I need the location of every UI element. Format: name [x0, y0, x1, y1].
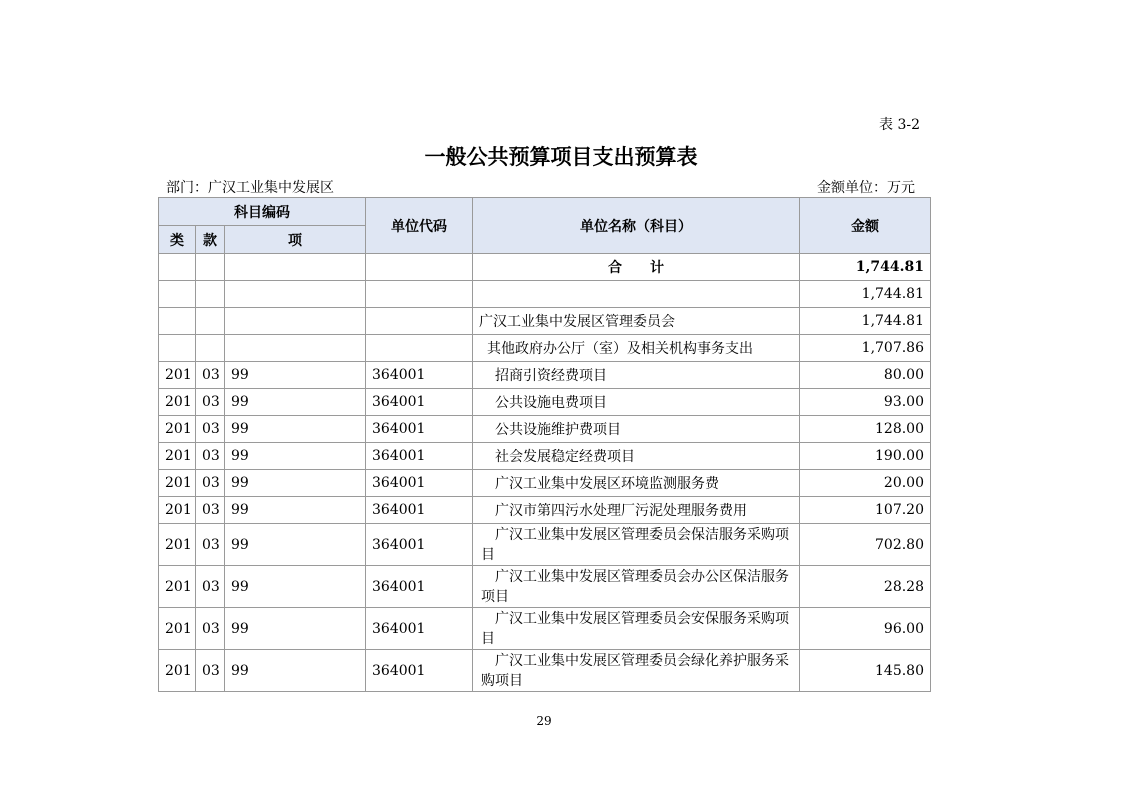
- cell-section: 03: [196, 608, 225, 650]
- cell-section: 03: [196, 362, 225, 389]
- cell-unit-name: 公共设施维护费项目: [473, 416, 800, 443]
- cell-category: 201: [159, 524, 196, 566]
- cell-section: 03: [196, 443, 225, 470]
- budget-table: [158, 197, 931, 692]
- cell-item: 99: [225, 470, 366, 497]
- cell-amount: 702.80: [800, 524, 931, 566]
- page-title: 一般公共预算项目支出预算表: [424, 145, 698, 169]
- table-row: [159, 566, 931, 608]
- table-row: [159, 608, 931, 650]
- table-row: [159, 362, 931, 389]
- cell-category: 201: [159, 389, 196, 416]
- header-amount: 金额: [800, 198, 931, 254]
- cell-unit-name: 广汉工业集中发展区管理委员会办公区保洁服务项目: [473, 566, 800, 608]
- table-number: 表 3-2: [879, 117, 920, 133]
- cell-item: 99: [225, 650, 366, 692]
- summary-row: [159, 281, 931, 308]
- summary-row: [159, 308, 931, 335]
- table-row: [159, 416, 931, 443]
- cell-unit-code: 364001: [366, 608, 473, 650]
- cell-unit-name: 广汉工业集中发展区管理委员会安保服务采购项目: [473, 608, 800, 650]
- summary-amount: 1,707.86: [800, 335, 931, 362]
- cell-item: 99: [225, 389, 366, 416]
- department-label: 部门：广汉工业集中发展区: [166, 180, 334, 196]
- summary-row: [159, 335, 931, 362]
- summary-name: 广汉工业集中发展区管理委员会: [473, 308, 800, 335]
- cell-amount: 80.00: [800, 362, 931, 389]
- header-item: 项: [225, 226, 366, 254]
- cell-category: 201: [159, 416, 196, 443]
- cell-amount: 93.00: [800, 389, 931, 416]
- cell-unit-name: 广汉市第四污水处理厂污泥处理服务费用: [473, 497, 800, 524]
- table-row: [159, 497, 931, 524]
- cell-amount: 145.80: [800, 650, 931, 692]
- total-label: 合 计: [473, 254, 800, 281]
- cell-unit-name: 广汉工业集中发展区管理委员会保洁服务采购项目: [473, 524, 800, 566]
- cell-category: 201: [159, 470, 196, 497]
- cell-unit-name: 社会发展稳定经费项目: [473, 443, 800, 470]
- summary-amount: 1,744.81: [800, 281, 931, 308]
- cell-unit-code: 364001: [366, 362, 473, 389]
- cell-amount: 107.20: [800, 497, 931, 524]
- page-number: 29: [536, 714, 552, 728]
- cell-amount: 28.28: [800, 566, 931, 608]
- cell-section: 03: [196, 497, 225, 524]
- cell-category: 201: [159, 566, 196, 608]
- table-row: [159, 389, 931, 416]
- table-row: [159, 524, 931, 566]
- cell-unit-name: 公共设施电费项目: [473, 389, 800, 416]
- cell-section: 03: [196, 389, 225, 416]
- summary-amount: 1,744.81: [800, 308, 931, 335]
- cell-category: 201: [159, 497, 196, 524]
- cell-unit-code: 364001: [366, 389, 473, 416]
- cell-category: 201: [159, 608, 196, 650]
- cell-category: 201: [159, 362, 196, 389]
- cell-item: 99: [225, 362, 366, 389]
- cell-category: 201: [159, 650, 196, 692]
- header-unit-code: 单位代码: [366, 198, 473, 254]
- cell-unit-name: 招商引资经费项目: [473, 362, 800, 389]
- cell-amount: 96.00: [800, 608, 931, 650]
- cell-item: 99: [225, 566, 366, 608]
- cell-unit-name: 广汉工业集中发展区环境监测服务费: [473, 470, 800, 497]
- total-row: [159, 254, 931, 281]
- cell-section: 03: [196, 650, 225, 692]
- cell-unit-code: 364001: [366, 416, 473, 443]
- cell-category: 201: [159, 443, 196, 470]
- cell-item: 99: [225, 524, 366, 566]
- cell-amount: 20.00: [800, 470, 931, 497]
- cell-item: 99: [225, 443, 366, 470]
- cell-item: 99: [225, 416, 366, 443]
- cell-section: 03: [196, 524, 225, 566]
- cell-amount: 128.00: [800, 416, 931, 443]
- summary-name: [473, 281, 800, 308]
- summary-name: 其他政府办公厅（室）及相关机构事务支出: [473, 335, 800, 362]
- cell-section: 03: [196, 566, 225, 608]
- header-category: 类: [159, 226, 196, 254]
- amount-unit-label: 金额单位：万元: [817, 180, 915, 196]
- cell-item: 99: [225, 497, 366, 524]
- cell-item: 99: [225, 608, 366, 650]
- cell-section: 03: [196, 416, 225, 443]
- header-row-1: [159, 198, 931, 226]
- cell-unit-code: 364001: [366, 524, 473, 566]
- header-section: 款: [196, 226, 225, 254]
- table-row: [159, 470, 931, 497]
- cell-amount: 190.00: [800, 443, 931, 470]
- cell-unit-name: 广汉工业集中发展区管理委员会绿化养护服务采购项目: [473, 650, 800, 692]
- total-amount: 1,744.81: [800, 254, 931, 281]
- cell-unit-code: 364001: [366, 566, 473, 608]
- table-row: [159, 650, 931, 692]
- cell-unit-code: 364001: [366, 470, 473, 497]
- cell-section: 03: [196, 470, 225, 497]
- cell-unit-code: 364001: [366, 497, 473, 524]
- header-unit-name: 单位名称（科目）: [473, 198, 800, 254]
- header-subject-code: 科目编码: [159, 198, 366, 226]
- cell-unit-code: 364001: [366, 650, 473, 692]
- cell-unit-code: 364001: [366, 443, 473, 470]
- table-row: [159, 443, 931, 470]
